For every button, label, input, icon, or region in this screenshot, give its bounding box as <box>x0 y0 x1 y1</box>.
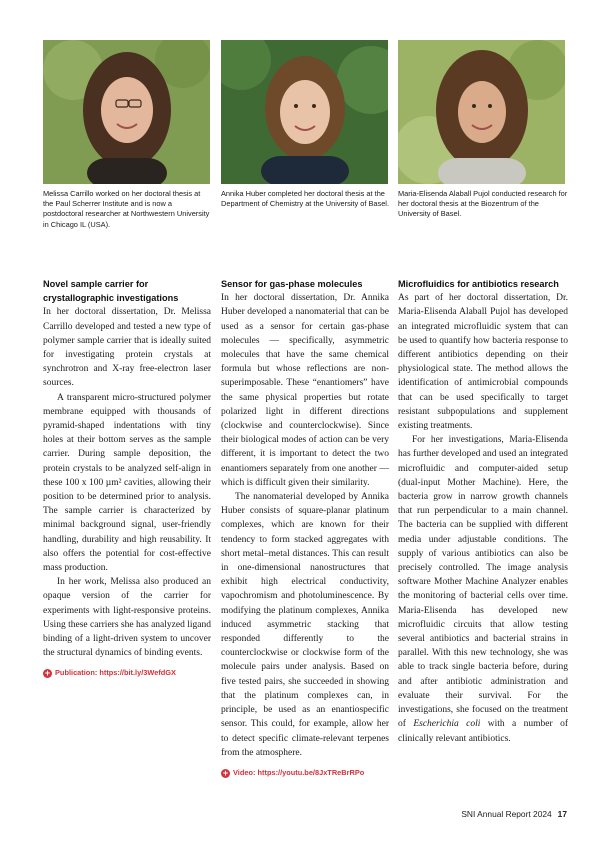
article-column-1 <box>43 277 211 681</box>
portrait-photo-annika <box>221 40 388 184</box>
species-name: Escherichia coli <box>413 719 481 730</box>
paragraph: As part of her doctoral dissertation, Dr. Maria-Elisenda Alaball Pujol has developed an integrated microfluidic system that can be used to quantify how bacteria response to different antibiotics depending on their physiological state. The method allows the identification of antimicrobial compounds that can be used specifically to target resistant subpopulations and supplement existing treatments. <box>398 293 568 432</box>
section-heading: Sensor for gas-phase molecules <box>221 279 363 289</box>
photo-caption-melissa: Melissa Carrillo worked on her doctoral thesis at the Paul Scherrer Institute and is now a postdoctoral researcher at Northwestern University in Chicago IL (USA). <box>43 189 210 229</box>
paragraph: The nanomaterial developed by Annika Huber consists of square-planar platinum complexes, which are known for their tendency to form stacked aggregates with short metal–metal distances. This can result in one-dimensional nanostructures that exhibit high electrical conductivity, vapochromism and photoluminescence. By modifying the platinum complexes, Annika induced asymmetric stacking that responded differently to the counterclockwise or clockwise form of the molecule pairs under analysis. Based on five tested pairs, she succeeded in showing that the platinum complexes can, in principle, be used as an enantiospecific sensor. This could, for example, allow her to detect specific climate-relevant terpenes from the atmosphere. <box>221 492 389 758</box>
article-column-3 <box>398 277 568 746</box>
photo-caption-maria-elisenda: Maria-Elisenda Alaball Pujol conducted research for her doctoral thesis at the Biozentrum of the University of Basel. <box>398 189 568 219</box>
paragraph: In her doctoral dissertation, Dr. Melissa Carrillo developed and tested a new type of polymer sample carrier that is ideally suited for investigating protein crystals at synchrotron and X-ray free-electron laser sources. <box>43 307 211 389</box>
publication-link[interactable] <box>43 666 211 680</box>
video-link-text: Video: https://youtu.be/8JxTReBrRPo <box>233 767 365 777</box>
video-link[interactable] <box>221 766 389 780</box>
plus-circle-icon: + <box>222 767 229 778</box>
page-footer <box>461 809 567 819</box>
paragraph <box>398 433 568 745</box>
paragraph-text: with a number of clinically relevant antibiotics. <box>398 719 569 744</box>
portrait-photo-maria-elisenda <box>398 40 565 184</box>
paragraph: A transparent micro-structured polymer membrane equipped with thousands of pyramid-shaped indentations with tiny holes at their bottom serves as the sample carrier. During sample deposition, the protein crystals to be analyzed self-align in these 100 x 100 µm² cavities, allowing their position to be determined prior to analysis. The sample carrier is characterized by minimal background signal, user-friendly handling, durability and high reusability. It also offers the potential for cost-effective mass production. <box>43 392 211 574</box>
photo-caption-annika: Annika Huber completed her doctoral thesis at the Department of Chemistry at the University of Basel. <box>221 189 389 209</box>
portrait-photo-melissa <box>43 40 210 184</box>
publication-link-text: Publication: https://bit.ly/3WefdGX <box>55 668 176 678</box>
paragraph-text: For her investigations, Maria-Elisenda has further developed and used an integrated microfluidic and computer-aided setup (dual-input Mother Machine). Here, the bacteria grow in narrow growth channels that run perpendicular to a main channel. The bacteria can be supplied with different media under adjustable conditions. The supply of various antibiotics can also be precisely controlled. The image analysis software Mother Machine Analyzer enables the monitoring of bacterial cells over time. Maria-Elisenda has developed new microfluidic circuits that allow testing several antibiotics and bacterial strains in parallel. With this new technology, she was able to track single bacteria before, during and after antibiotic administration and evaluate their survival. For the investigations, she focused on the treatment of <box>398 435 568 730</box>
paragraph: In her doctoral dissertation, Dr. Annika Huber developed a nanomaterial that can be used as a sensor for certain gas-phase molecules — specifically, asymmetric molecules that have the same chemical formula but whose reflections are non-superimposable. These “enantiomers” have the same physical properties but rotate polarized light in different directions (clockwise and counterclockwise). Since their biological modes of action can be very different, it is important to detect the two enantiomers separately from one another — which is difficult given their similarity. <box>221 293 389 488</box>
section-heading: Microfluidics for antibiotics research <box>398 279 559 289</box>
paragraph: In her work, Melissa also produced an opaque version of the carrier for experiments with light-responsive proteins. Using these carriers she has analyzed ligand binding of a light-driven system to uncover the structural dynamics of binding events. <box>43 577 211 659</box>
page-number: 17 <box>557 809 567 819</box>
plus-circle-icon: + <box>44 668 51 679</box>
report-label: SNI Annual Report 2024 <box>461 809 552 819</box>
article-column-2 <box>221 277 389 780</box>
section-heading: Novel sample carrier for crystallographic investigations <box>43 279 179 304</box>
